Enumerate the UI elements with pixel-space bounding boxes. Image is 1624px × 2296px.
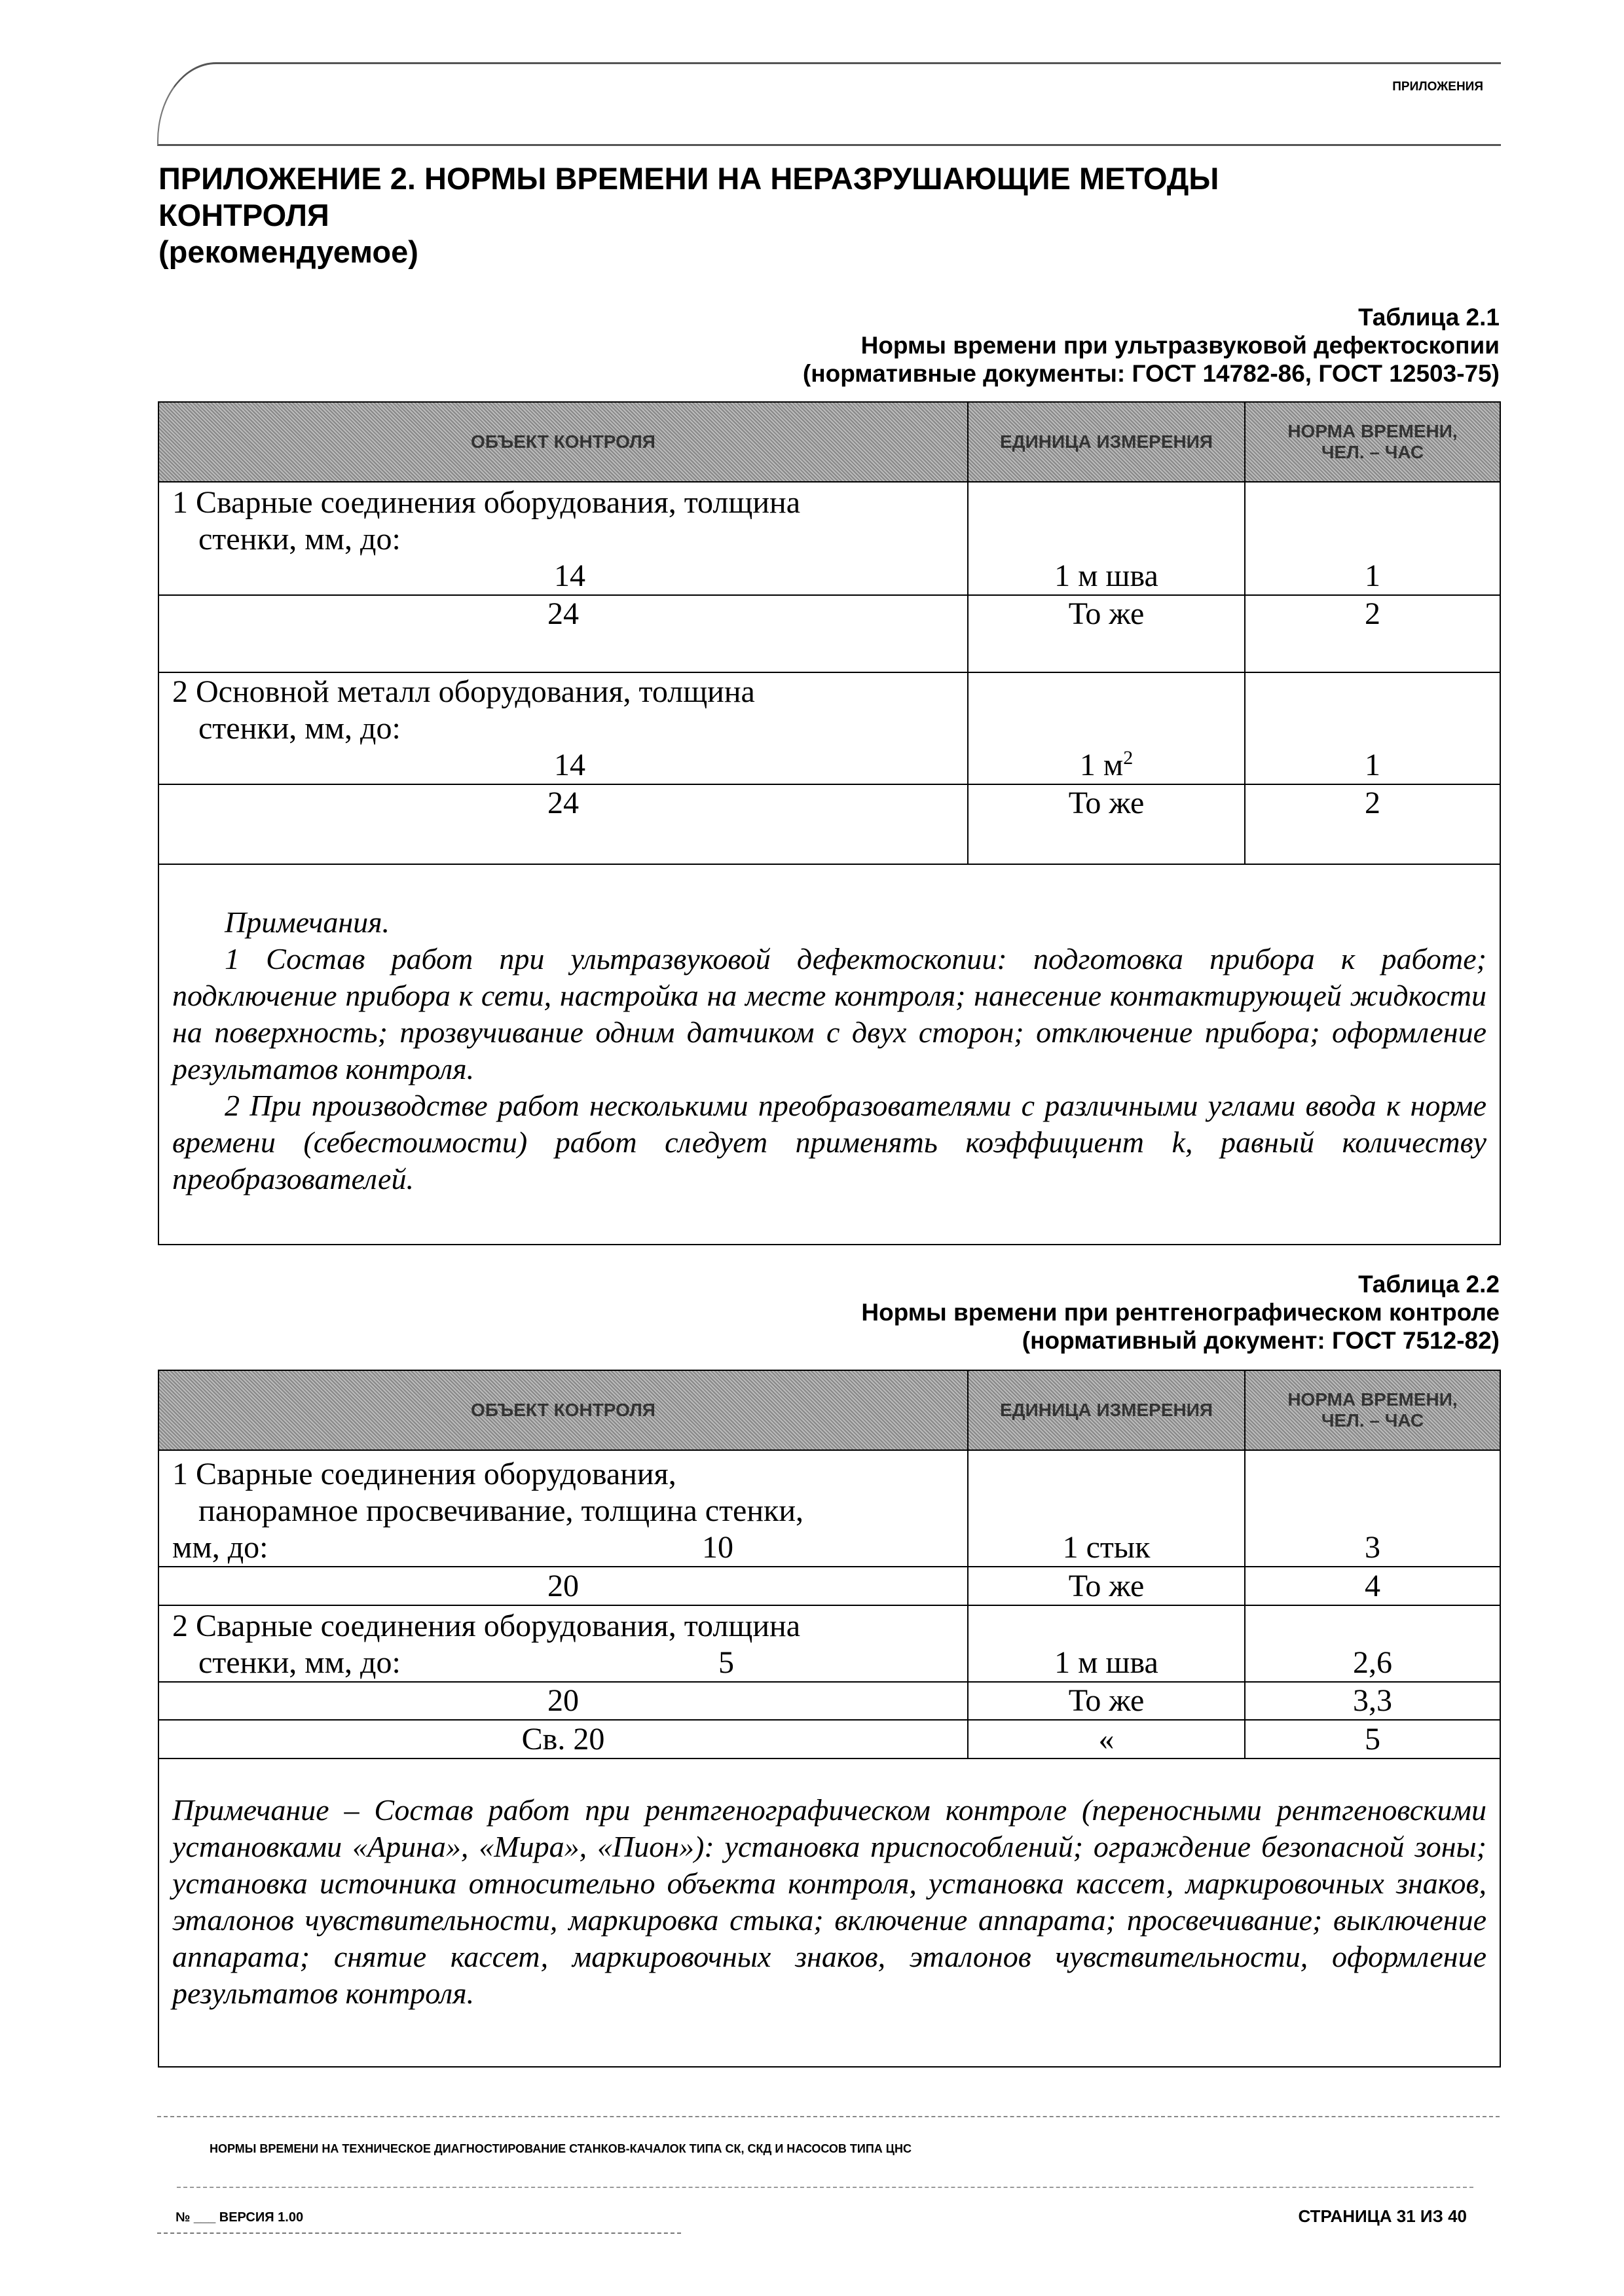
object-cell [158,1450,968,1567]
unit-cell: 1 стык [968,1450,1245,1567]
header-frame [157,62,1501,146]
norm-cell: 3 [1245,1450,1500,1567]
object-cell [158,1605,968,1682]
group-title: мм, до: [172,1530,268,1565]
thickness: 14 [554,748,585,782]
table-row [158,1682,1500,1720]
unit-cell: То же [968,595,1245,672]
table2-caption [861,1270,1500,1355]
footer-version: № ___ ВЕРСИЯ 1.00 [175,2210,304,2225]
table-header-row [158,1370,1500,1450]
notes-row [158,1758,1500,2067]
group-title: 1 Сварные соединения оборудования, [172,1457,676,1491]
object-cell [158,482,968,595]
notes-cell [158,864,1500,1245]
norm-cell: 1 [1245,672,1500,784]
thickness: 10 [702,1530,733,1565]
norm-cell: 4 [1245,1567,1500,1605]
norm-label: НОРМА ВРЕМЕНИ, [1287,421,1458,441]
thickness: 20 [158,1567,968,1605]
table-docs: (нормативный документ: ГОСТ 7512-82) [1022,1327,1500,1354]
title-line: ПРИЛОЖЕНИЕ 2. НОРМЫ ВРЕМЕНИ НА НЕРАЗРУШАЮЩИЕ МЕТОДЫ [158,161,1219,196]
table-caption: Нормы времени при рентгенографическом контроле [861,1299,1500,1326]
table-row [158,482,1500,595]
footer-divider [177,2187,1473,2188]
footer-divider [157,2232,681,2234]
col-header-unit: ЕДИНИЦА ИЗМЕРЕНИЯ [968,402,1245,482]
group-title: стенки, мм, до: [198,1645,401,1680]
note-item: 2 При производстве работ несколькими преобразователями с различными углами ввода к норме времени (себестоимости) работ следует применять коэффициент k, равный количеству преобразователей. [172,1089,1486,1195]
norm-cell: 2 [1245,784,1500,864]
notes-row [158,864,1500,1245]
footer-page-number: СТРАНИЦА 31 ИЗ 40 [1298,2206,1467,2226]
table-row [158,595,1500,672]
unit-cell: 1 м шва [968,482,1245,595]
notes-heading: Примечания. [225,905,390,939]
group-title: 1 Сварные соединения оборудования, толщина [172,485,800,520]
norm-unit: ЧЕЛ. – ЧАС [1321,1410,1424,1430]
group-title: панорамное просвечивание, толщина стенки, [198,1493,804,1528]
col-header-norm [1245,1370,1500,1450]
group-title: 2 Основной металл оборудования, толщина [172,674,755,709]
unit-cell: То же [968,1682,1245,1720]
unit-exponent: 2 [1123,747,1134,769]
thickness: 14 [554,558,585,593]
table-docs: (нормативные документы: ГОСТ 14782-86, ГОСТ 12503-75) [802,360,1500,387]
table-row [158,1605,1500,1682]
norm-cell: 2 [1245,595,1500,672]
group-title: 2 Сварные соединения оборудования, толщина [172,1609,800,1643]
table-row [158,672,1500,784]
note-text: Примечание – Состав работ при рентгенографическом контроле (переносными рентгеновскими установками «Арина», «Мира», «Пион»): установка приспособлений; ограждение безопасной зоны; установка источника относительно объекта контроля, установка кассет, маркировочных знаков, эталонов чувствительности, маркировка стыка; включение аппарата; просвечивание; выключение аппарата; снятие кассет, маркировочных знаков, эталонов чувствительности, оформление результатов контроля. [172,1793,1486,2010]
thickness: 20 [158,1682,968,1720]
table-number: Таблица 2.1 [1358,304,1500,331]
col-header-unit: ЕДИНИЦА ИЗМЕРЕНИЯ [968,1370,1245,1450]
col-header-norm [1245,402,1500,482]
thickness: Св. 20 [158,1720,968,1758]
table-row [158,1567,1500,1605]
unit-cell: 1 м шва [968,1605,1245,1682]
table-row [158,1720,1500,1758]
table-header-row [158,402,1500,482]
thickness: 24 [158,595,968,672]
norm-label: НОРМА ВРЕМЕНИ, [1287,1389,1458,1410]
group-title: стенки, мм, до: [198,711,401,746]
col-header-object: ОБЪЕКТ КОНТРОЛЯ [158,1370,968,1450]
notes-cell [158,1758,1500,2067]
title-subtitle: (рекомендуемое) [158,234,418,269]
table-number: Таблица 2.2 [1358,1271,1500,1298]
note-item: 1 Состав работ при ультразвуковой дефектоскопии: подготовка прибора к работе; подключение прибора к сети, настройка на месте контроля; нанесение контактирующей жидкости на поверхность; прозвучивание одним датчиком с двух сторон; отключение прибора; оформление результатов контроля. [172,942,1486,1085]
thickness: 24 [158,784,968,864]
norm-cell: 3,3 [1245,1682,1500,1720]
footer-doc-title: НОРМЫ ВРЕМЕНИ НА ТЕХНИЧЕСКОЕ ДИАГНОСТИРОВАНИЕ СТАНКОВ-КАЧАЛОК ТИПА СК, СКД И НАСОСОВ ТИПА ЦНС [210,2142,912,2155]
norm-unit: ЧЕЛ. – ЧАС [1321,442,1424,462]
object-cell [158,672,968,784]
norm-cell: 1 [1245,482,1500,595]
table-row [158,784,1500,864]
unit-cell: То же [968,784,1245,864]
table1-caption [803,303,1500,388]
unit-cell [968,672,1245,784]
page-title [158,160,1219,270]
header-section-label: ПРИЛОЖЕНИЯ [1392,80,1483,94]
footer-divider [157,2116,1500,2117]
norm-cell: 2,6 [1245,1605,1500,1682]
table-1 [158,401,1501,1245]
unit-cell: То же [968,1567,1245,1605]
unit-text: 1 м [1079,748,1124,782]
unit-cell: « [968,1720,1245,1758]
table-caption: Нормы времени при ультразвуковой дефектоскопии [860,332,1500,359]
table-row [158,1450,1500,1567]
norm-cell: 5 [1245,1720,1500,1758]
col-header-object: ОБЪЕКТ КОНТРОЛЯ [158,402,968,482]
thickness: 5 [718,1645,734,1680]
title-line: КОНТРОЛЯ [158,198,329,232]
table-2 [158,1370,1501,2068]
group-title: стенки, мм, до: [198,522,401,556]
